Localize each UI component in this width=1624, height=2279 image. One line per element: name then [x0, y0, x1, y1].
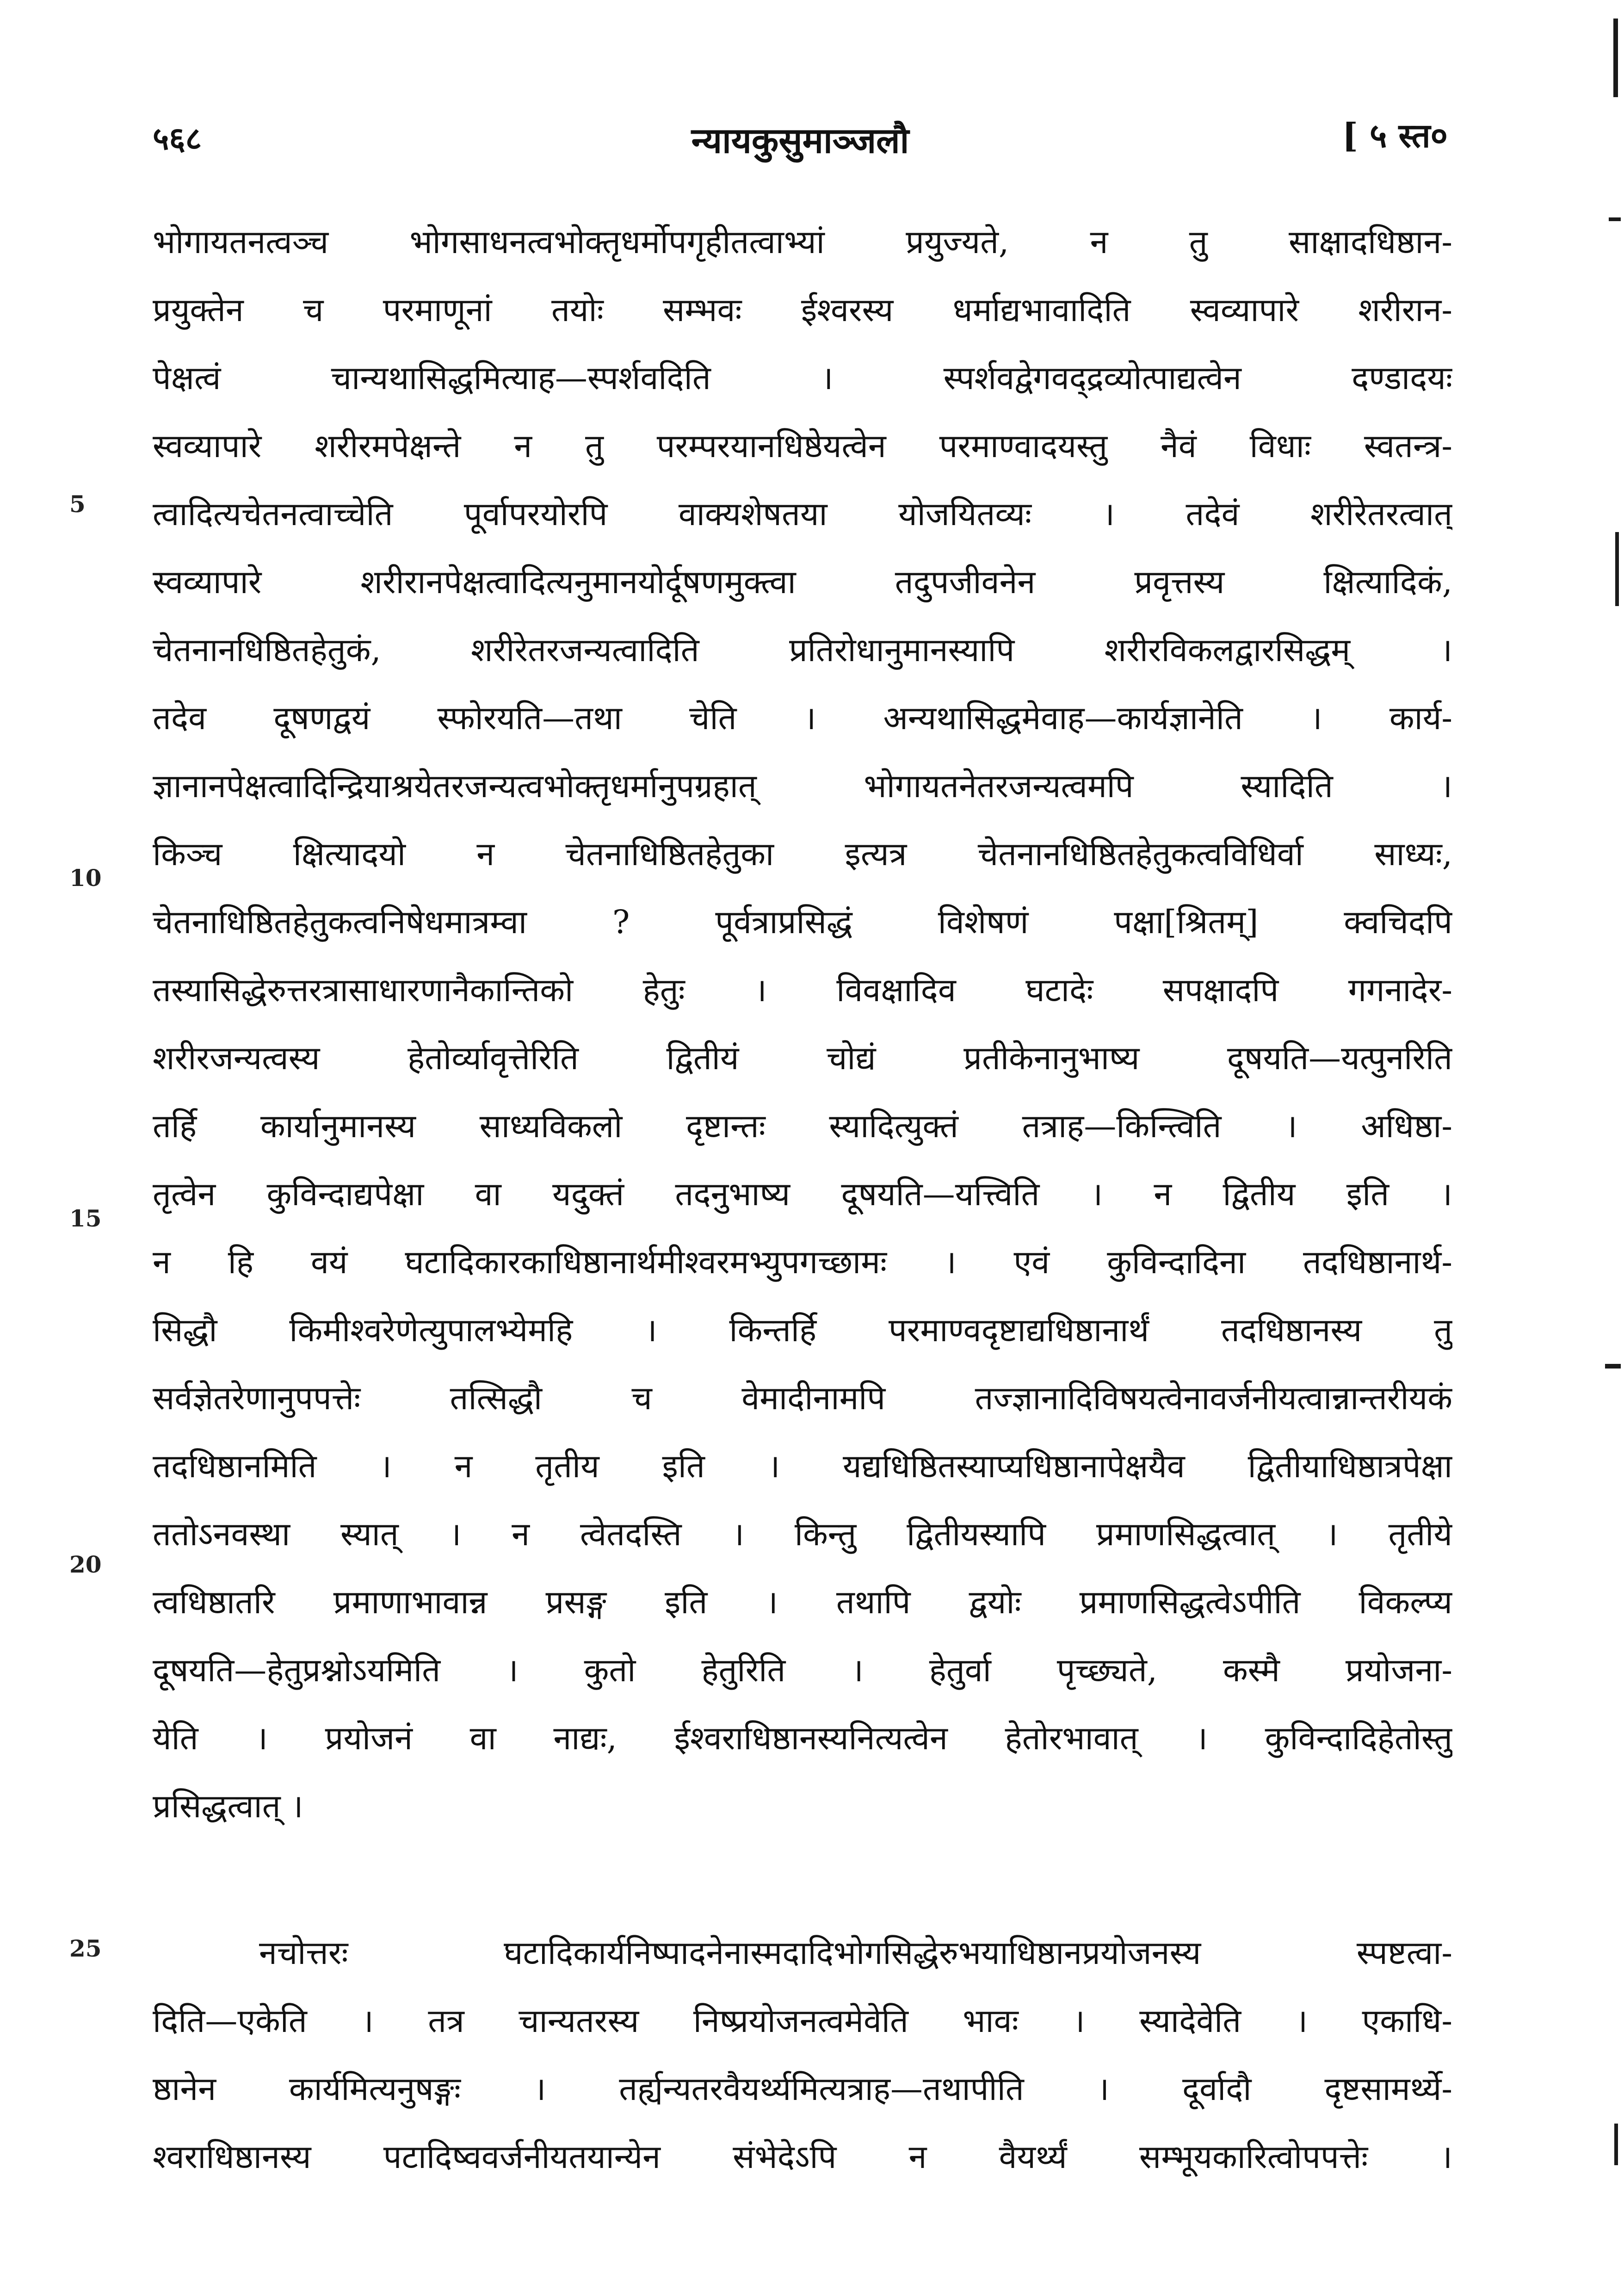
text-line: किञ्च क्षित्यादयो न चेतनाधिष्ठितहेतुका इत्यत्र चेतनानधिष्ठितहेतुकत्वविधिर्वा साध्यः,	[153, 835, 1452, 873]
text-line: चेतनानधिष्ठितहेतुकं, शरीरेतरजन्यत्वादिति प्रतिरोधानुमानस्यापि शरीरविकलद्वारसिद्धम् ।	[153, 631, 1452, 669]
text-line: शरीरजन्यत्वस्य हेतोर्व्यावृत्तेरिति द्वितीयं चोद्यं प्रतीकेनानुभाष्य दूषयति—यत्पुनरिति	[153, 1039, 1452, 1077]
text-line: ततोऽनवस्था स्यात् । न त्वेतदस्ति । किन्तु द्वितीयस्यापि प्रमाणसिद्धत्वात् । तृतीये	[153, 1515, 1452, 1553]
text-line: तस्यासिद्धेरुत्तरत्रासाधारणानैकान्तिको हेतुः । विवक्षादिव घटादेः सपक्षादपि गगनादेर-	[153, 971, 1452, 1009]
text-line: दूषयति—हेतुप्रश्नोऽयमिति । कुतो हेतुरिति । हेतुर्वा पृच्छ्यते, कस्मै प्रयोजना-	[153, 1651, 1452, 1689]
text-line: तृत्वेन कुविन्दाद्यपेक्षा वा यदुक्तं तदनुभाष्य दूषयति—यत्त्विति । न द्वितीय इति ।	[153, 1175, 1452, 1213]
text-line: तदेव दूषणद्वयं स्फोरयति—तथा चेति । अन्यथासिद्धमेवाह—कार्यज्ञानेति । कार्य-	[153, 699, 1452, 737]
text-line: प्रयुक्तेन च परमाणूनां तयोः सम्भवः ईश्वरस्य धर्माद्यभावादिति स्वव्यापारे शरीरान-	[153, 291, 1452, 329]
paragraph	[153, 1919, 1452, 2191]
line-number: 5	[69, 490, 86, 518]
scan-edge-mark	[1609, 217, 1621, 221]
text-line: पेक्षत्वं चान्यथासिद्धमित्याह—स्पर्शवदिति । स्पर्शवद्वेगवद्द्रव्योत्पाद्यत्वेन दण्डादयः	[153, 359, 1452, 397]
text-line: येति । प्रयोजनं वा नाद्यः, ईश्वराधिष्ठानस्यनित्यत्वेन हेतोरभावात् । कुविन्दादिहेतोस्तु	[153, 1719, 1452, 1757]
running-head	[153, 116, 1448, 171]
text-line: त्वादित्यचेतनत्वाच्चेति पूर्वापरयोरपि वाक्यशेषतया योजयितव्यः । तदेवं शरीरेतरत्वात्	[153, 495, 1452, 533]
text-line: सिद्धौ किमीश्वरेणेत्युपालभ्येमहि । किन्तर्हि परमाण्वदृष्टाद्यधिष्ठानार्थं तदधिष्ठानस्य तु	[153, 1311, 1452, 1349]
line-number: 10	[69, 864, 102, 892]
text-line: तदधिष्ठानमिति । न तृतीय इति । यद्यधिष्ठितस्याप्यधिष्ठानापेक्षयैव द्वितीयाधिष्ठात्रपेक्षा	[153, 1447, 1452, 1485]
text-line: स्वव्यापारे शरीरानपेक्षत्वादित्यनुमानयोर्दूषणमुक्त्वा तदुपजीवनेन प्रवृत्तस्य क्षित्यादिकं,	[153, 563, 1452, 601]
text-line: प्रसिद्धत्वात् ।	[153, 1787, 303, 1825]
text-line: भोगायतनत्वञ्च भोगसाधनत्वभोक्तृधर्मोपगृहीतत्वाभ्यां प्रयुज्यते, न तु साक्षादधिष्ठान-	[153, 223, 1452, 261]
scan-edge-mark	[1605, 1364, 1621, 1369]
text-line: न हि वयं घटादिकारकाधिष्ठानार्थमीश्वरमभ्युपगच्छामः । एवं कुविन्दादिना तदधिष्ठानार्थ-	[153, 1243, 1452, 1281]
section-mark: [ ५ स्त०	[1342, 116, 1448, 155]
text-line: दिति—एकेति । तत्र चान्यतरस्य निष्प्रयोजनत्वमेवेति भावः । स्यादेवेति । एकाधि-	[153, 2002, 1452, 2040]
text-line: सर्वज्ञेतरेणानुपपत्तेः तत्सिद्धौ च वेमादीनामपि तज्ज्ञानादिविषयत्वेनावर्जनीयत्वान्नान्तरीयकं	[153, 1379, 1452, 1417]
book-title: न्यायकुसुमाञ्जलौ	[691, 120, 909, 161]
text-line: श्वराधिष्ठानस्य पटादिष्ववर्जनीयतयान्येन संभेदेऽपि न वैयर्थ्यं सम्भूयकारित्वोपपत्तेः ।	[153, 2138, 1452, 2176]
scan-edge-mark	[1613, 19, 1618, 97]
text-line: स्वव्यापारे शरीरमपेक्षन्ते न तु परम्परयानधिष्ठेयत्वेन परमाण्वादयस्तु नैवं विधाः स्वतन्त्र-	[153, 427, 1452, 465]
text-line: चेतनाधिष्ठितहेतुकत्वनिषेधमात्रम्वा ? पूर्वत्राप्रसिद्धं विशेषणं पक्षा[श्रितम्] क्वचिदपि	[153, 903, 1452, 941]
text-line: नचोत्तरः घटादिकार्यनिष्पादनेनास्मदादिभोगसिद्धेरुभयाधिष्ठानप्रयोजनस्य स्पष्टत्वा-	[259, 1934, 1452, 1972]
text-line: ष्ठानेन कार्यमित्यनुषङ्गः । तर्ह्यन्यतरवैयर्थ्यमित्यत्राह—तथापीति । दूर्वादौ दृष्टसामर्थ्ये-	[153, 2070, 1452, 2108]
line-number: 25	[69, 1935, 102, 1962]
page-number: ५६८	[153, 120, 202, 157]
paragraph	[153, 208, 1452, 1840]
text-line: त्वधिष्ठातरि प्रमाणाभावान्न प्रसङ्ग इति । तथापि द्वयोः प्रमाणसिद्धत्वेऽपीति विकल्प्य	[153, 1583, 1452, 1621]
text-line: ज्ञानानपेक्षत्वादिन्द्रियाश्रयेतरजन्यत्वभोक्तृधर्मानुपग्रहात् भोगायतनेतरजन्यत्वमपि स्यादिति ।	[153, 767, 1452, 805]
line-number: 15	[69, 1205, 102, 1232]
scan-edge-mark	[1614, 2124, 1618, 2165]
scan-edge-mark	[1615, 532, 1619, 606]
line-number: 20	[69, 1551, 102, 1578]
text-line: तर्हि कार्यानुमानस्य साध्यविकलो दृष्टान्तः स्यादित्युक्तं तत्राह—किन्त्विति । अधिष्ठा-	[153, 1107, 1452, 1145]
body-text	[153, 208, 1452, 2191]
